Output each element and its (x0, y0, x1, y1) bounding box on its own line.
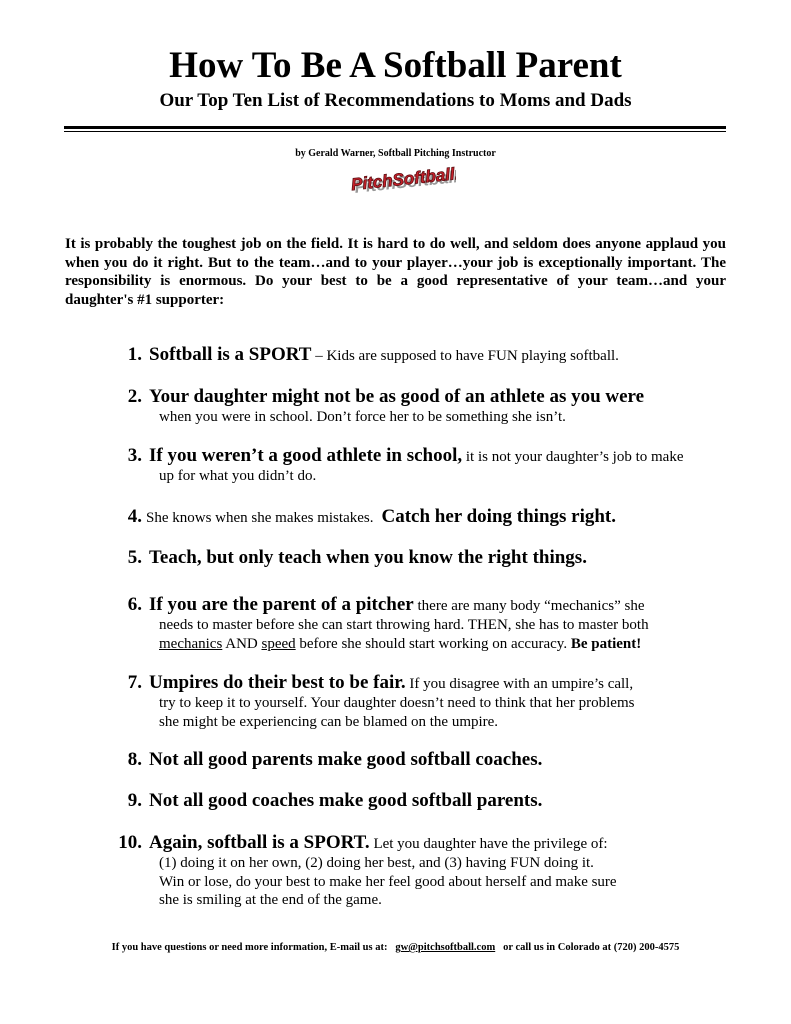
item-number: 4. (127, 506, 142, 527)
item-text: She knows when she makes mistakes. (146, 510, 374, 526)
item-text: up for what you didn’t do. (159, 468, 317, 484)
item-heading: Teach, but only teach when you know the right things. (149, 547, 587, 568)
page-title: How To Be A Softball Parent (169, 45, 622, 86)
footer-phone-text: or call us in Colorado at (720) 200-4575 (503, 942, 680, 953)
pitchsoftball-logo[interactable] (346, 162, 456, 198)
item-text: (1) doing it on her own, (2) doing her best, and (3) having FUN doing it. (159, 855, 594, 871)
item-heading: If you are the parent of a pitcher (149, 594, 414, 615)
item-number: 7. (127, 672, 142, 693)
email-link[interactable]: gw@pitchsoftball.com (395, 942, 496, 953)
item-heading: Umpires do their best to be fair. (149, 672, 406, 693)
page-subtitle: Our Top Ten List of Recommendations to Moms and Dads (159, 90, 632, 111)
item-number: 9. (127, 790, 142, 811)
item-text: it is not your daughter’s job to make (462, 449, 684, 465)
mechanics-underline: mechanics (159, 635, 223, 652)
item-heading: If you weren’t a good athlete in school, (149, 445, 463, 466)
byline: by Gerald Warner, Softball Pitching Instructor (295, 148, 496, 159)
divider-thin (64, 131, 726, 132)
item-heading: Your daughter might not be as good of an athlete as you were (149, 386, 645, 407)
be-patient-text: Be patient! (570, 635, 642, 652)
speed-underline: speed (261, 635, 296, 652)
item-number: 1. (127, 344, 142, 365)
item-number: 6. (127, 594, 142, 615)
intro-paragraph: It is probably the toughest job on the field. It is hard to do well, and seldom does anyone applaud you when you do it right. But to the team…and to your player…your job is exceptionally important. The responsibility is enormous. Do your best to be a good representative of your team…and your daughter's #1 supporter: (65, 236, 726, 308)
item-text: try to keep it to yourself. Your daughter doesn’t need to think that her problems (159, 695, 635, 711)
item-text: when you were in school. Don’t force her to be something she isn’t. (159, 409, 566, 425)
item-text: needs to master before she can start throwing hard. THEN, she has to master both (159, 617, 649, 633)
item-heading: Softball is a SPORT (149, 344, 312, 365)
logo-text: PitchSoftball.com (350, 162, 456, 195)
divider-thick (64, 126, 726, 129)
item-number: 2. (127, 386, 142, 407)
item-text: Win or lose, do your best to make her feel good about herself and make sure (159, 873, 617, 890)
footer-text: If you have questions or need more information, E-mail us at: (111, 942, 388, 953)
item-heading: Again, softball is a SPORT. (149, 832, 370, 853)
item-text: mechanics AND speed before she should start working on accuracy. Be patient! (159, 635, 642, 652)
item-number: 8. (127, 749, 142, 770)
footer-contact (0, 941, 791, 955)
item-text: Let you daughter have the privilege of: (369, 836, 608, 852)
item-number: 5. (127, 547, 142, 568)
item-text: she might be experiencing can be blamed on the umpire. (159, 713, 499, 730)
item-number: 3. (127, 445, 142, 466)
item-text: she is smiling at the end of the game. (159, 892, 382, 908)
item-heading: Not all good coaches make good softball parents. (149, 790, 543, 811)
item-text: – Kids are supposed to have FUN playing softball. (311, 348, 619, 364)
item-text: If you disagree with an umpire’s call, (405, 676, 634, 692)
item-text: there are many body “mechanics” she (413, 598, 645, 614)
item-number: 10. (118, 832, 142, 853)
item-heading: Catch her doing things right. (381, 506, 617, 527)
logo-shadow-text: PitchSoftball.com (353, 162, 456, 197)
item-heading: Not all good parents make good softball coaches. (149, 749, 543, 770)
